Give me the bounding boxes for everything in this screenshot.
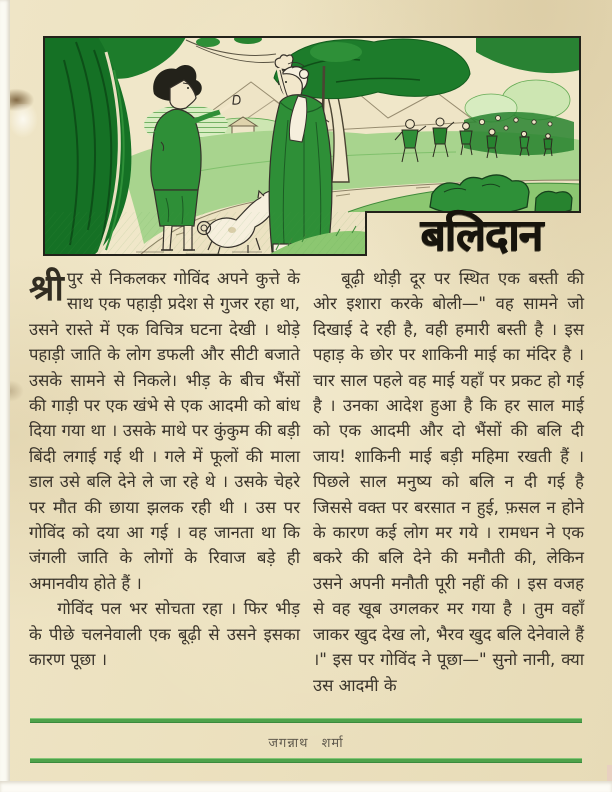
paragraph bbox=[29, 266, 300, 596]
right-column bbox=[313, 266, 584, 698]
foreground-grass bbox=[44, 212, 366, 255]
story-text bbox=[29, 266, 585, 698]
story-title: बलिदान bbox=[420, 210, 542, 261]
paragraph: गोविंद पल भर सोचता रहा । फिर भीड़ के पीछे चलनेवाली एक बूढ़ी से उसने इसका कारण पूछा । bbox=[29, 599, 300, 670]
paper-stain bbox=[8, 104, 38, 138]
paragraph-text: पुर से निकलकर गोविंद अपने कुत्ते के साथ एक पहाड़ी प्रदेश से गुजर रहा था, उसने रास्ते में एक विचित्र घटना देखी । थोड़े पहाड़ी जाति के लोग डफली और सीटी बजाते उसके सामने से निकले। भीड़ के बीच भैंसों की गाड़ी पर एक खंभे से एक आदमी को बांध दिया गया था । उसके माथे पर कुंकुम की बड़ी बिंदी लगाई गई थी । गले में फूलों की माला डाल उसे बलि देने ले जा रहे थे । उसके चेहरे पर मौत की छाया झलक रही थी । उस पर गोविंद को दया आ गई । वह जानता था कि जंगली जाति के लोगों के रिवाज बड़े ही अमानवीय होते हैं । bbox=[29, 269, 300, 593]
dropcap: श्री bbox=[29, 268, 64, 309]
divider-rule bbox=[30, 759, 582, 762]
scan-edge-corner bbox=[607, 765, 612, 781]
scan-edge-left bbox=[0, 0, 10, 792]
scan-edge-bottom bbox=[0, 781, 612, 792]
divider-rule bbox=[30, 719, 582, 722]
left-column bbox=[29, 266, 300, 698]
paragraph: बूढ़ी थोड़ी दूर पर स्थित एक बस्ती की ओर इशारा करके बोली—" वह सामने जो दिखाई दे रही है, वही हमारी बस्ती है । इस पहाड़ के छोर पर शाकिनी माई का मंदिर है । चार साल पहले वह माई यहाँ पर प्रकट हो गई है । उनका आदेश हुआ है कि हर साल माई को एक आदमी और दो भैंसों की बलि दी जाय! शाकिनी माई बड़ी महिमा रखती हैं । पिछले साल मनुष्य को बलि न दी गई है जिससे वक्त पर बरसात न हुई, फ़सल न होने के कारण कई लोग मर गये । रामधन ने एक बकरे की बलि देने की मनौती की, लेकिन उसने अपनी मनौती पूरी नहीं की । इस वजह से वह खूब उगलकर मर गया है । तुम वहाँ जाकर खुद देख लो, भैरव खुद बलि देनेवाले हैं ।" इस पर गोविंद ने पूछा—" सुनो नानी, क्या उस आदमी के bbox=[313, 269, 584, 695]
author-credit: जगन्नाथ शर्मा bbox=[268, 736, 344, 751]
